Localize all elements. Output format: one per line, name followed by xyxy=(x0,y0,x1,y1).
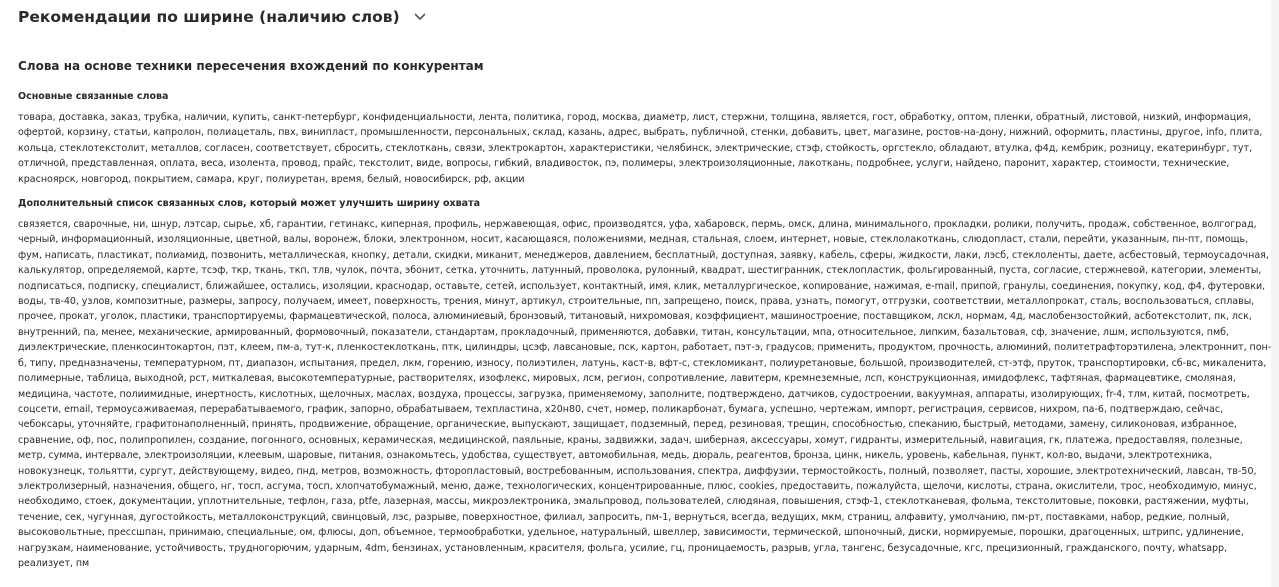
extended-words-title: Дополнительный список связанных слов, который может улучшить ширину охвата xyxy=(18,198,480,210)
page-title: Рекомендации по ширине (наличию слов) xyxy=(18,8,400,26)
basic-words-list: товара, доставка, заказ, трубка, наличии, купить, санкт-петербург, конфиденциальности, лента, политика, город, москва, диаметр, лист, стержни, толщина, является, гост, обработку, оптом, пленки, обратный, листовой, низкий, информация, офертой, корзину, статьи, капролон, полиацеталь, пвх, винипласт, промышленности, персональных, склад, казань, адрес, выбрать, публичной, стенки, добавить, цвет, магазине, ростов-на-дону, нижний, оформить, пластины, другое, info, плита, кольца, стеклотекстолит, металлов, согласен, соответствует, сбросить, стеклоткань, связи, электрокартон, характеристики, челябинск, электрические, стэф, стойкость, оргстекло, обладают, втулка, ф4д, кембрик, розницу, екатеринбург, тут, отличной, представленная, оплата, веса, изолента, провод, прайс, текстолит, виде, вопросы, гибкий, владивосток, пэ, полимеры, электроизоляционные, лакоткань, подробнее, услуги, найдено, паронит, характер, стоимости, технические, красноярск, новгород, покрытием, самара, круг, полиуретан, время, белый, новосибирск, рф, акции xyxy=(18,112,1263,185)
chevron-down-icon[interactable] xyxy=(414,11,426,23)
section-header xyxy=(18,4,426,30)
section-title: Слова на основе техники пересечения вхождений по конкурентам xyxy=(18,59,484,73)
recommendations-panel xyxy=(18,58,1272,571)
vertical-scrollbar[interactable] xyxy=(1271,0,1279,587)
basic-words-title: Основные связанные слова xyxy=(18,91,169,102)
extended-words-list: связяется, сварочные, ни, шнур, лэтсар, сырье, хб, гарантии, гетинакс, киперная, профиль, нержавеющая, офис, производятся, уфа, хабаровск, пермь, омск, длина, минимального, прокладки, ролики, получить, продаж, собственное, волгоград, черный, информационный, изоляционные, цветной, валы, воронеж, блоки, электронном, носит, касающаяся, положениями, медная, стальная, слоем, интернет, новые, стеклолакоткань, слюдопласт, стали, перейти, указанным, пн-пт, помощь, фум, написать, пластикат, полиамид, позвонить, металлическая, кнопку, детали, скидки, миканит, менеджеров, давлением, бесплатный, доступная, заявку, кабель, сферы, жидкости, лаки, лэсб, стеклоленты, даете, асбестовый, термоусадочная, калькулятор, определяемой, карте, тсэф, ткр, ткань, ткп, тлв, чулок, почта, эбонит, сетка, уточнить, латунный, проволока, рулонный, квадрат, шестигранник, стеклопластик, фольгированный, пуста, согласие, стержневой, категории, элементы, подписаться, подписку, специалист, ближайшее, остались, изоляции, краснодар, оставьте, сетей, использует, контактный, имя, клик, металлургическое, копирование, нажимая, e-mail, припой, гранулы, соединения, покупку, код, ф4, футеровки, воды, тв-40, узлов, композитные, размеры, запросу, получаем, имеет, поверхность, трения, минут, артикул, строительные, пп, запрещено, поиск, права, узнать, помогут, отгрузки, соответствии, металлопрокат, сталь, воспользоваться, сплавы, прочее, прокат, уголок, пластики, транспортируемы, фармацевтической, полоса, алюминиевый, бронзовый, титановый, нихромовая, коэффициент, машиностроение, поставщиком, лскл, нормам, 4д, маслобензостойкий, асботекстолит, пк, лск, внутренний, па, менее, механические, армированный, формовочный, показатели, стандартам, прокладочный, применяются, добавки, титан, консультации, мпа, относительное, липким, базальтовая, сф, значение, лшм, используются, пмб, диэлектрические, пленкосинтокартон, пэт, клеем, пм-а, тут-к, пленкостеклоткань, птк, цилиндры, цсэф, лавсановые, пск, картон, работает, пэт-э, градусов, применить, продуктом, прочность, алюминий, политетрафторэтилена, электроннит, пон-б, типу, предназначены, температурном, пт, диапазон, испытания, предел, лкм, горению, износу, полиэтилен, латунь, каст-в, вфт-с, стекломикант, полиуретановые, большой, производителей, ст-этф, пруток, транспортировки, сб-вс, микаленита, полимерные, таблица, выходной, рст, миткалевая, высокотемпературные, растворителях, изофлекс, мировых, лсм, регион, сопротивление, лавитерм, кремнеземные, лсп, конструкционная, имидофлекс, тафтяная, фармацевтике, смоляная, медицина, частоте, полиимидные, инертность, кислотных, щелочных, маслах, воздуха, процессы, загрузка, применяемому, заполните, подтверждено, датчиков, судостроении, вакуумная, аппараты, изолирующих, fr-4, тлм, китай, посмотреть, соцсети, email, термоусаживаемая, перерабатываемого, график, запорно, обрабатываем, техпластина, x20н80, счет, номер, поликарбонат, бумага, успешно, чертежам, импорт, регистрация, сервисов, нихром, па-6, подтверждаю, сейчас, чебоксары, уточняйте, графитонаполненный, принять, продвижение, обращение, органические, выпускают, защищает, подземный, перед, резиновая, трещин, способностью, спеканию, быстрый, методами, замену, силиконовая, избранное, сравнение, оф, пос, полипропилен, создание, погонного, основных, керамическая, медицинской, паяльные, краны, задвижки, задач, шиберная, аксессуары, хомут, гидранты, измерительный, навигация, гк, платежа, предоставляя, полезные, метр, сумма, интервале, электроизоляции, клеевым, шаровые, питания, ознакомьтесь, удобства, существует, автомобильная, медь, дюраль, реагентов, бронза, цинк, никель, уровень, кабельная, пункт, кол-во, выдачи, электротехника, новокузнецк, тольятти, сургут, действующему, видео, пнд, метров, возможность, фторопластовый, востребованным, использования, спектра, диффузии, термостойкость, полный, позволяет, пасты, хорошие, электротехнический, лавсан, тв-50, электролизерный, назначения, общего, нг, тосп, асгума, тосп, хлопчатобумажный, меню, даже, технологических, концентрированные, плюс, cookies, предоставить, пожалуйста, щелочи, кислоты, страна, окислители, трос, необходимую, минус, необходимо, стоек, документации, уплотнительные, тефлон, газа, ptfe, лазерная, массы, микроэлектроника, эмальпровод, пользователей, слюдяная, повышения, стэф-1, стеклотканевая, фольма, текстолитовые, поковки, растяжении, муфты, течение, сек, чугунная, дугостойкость, металлоконструкций, свинцовый, лэс, разрыве, поверхностное, филиал, запросить, пм-1, вернуться, всегда, ведущих, мкм, страниц, алфавиту, умолчанию, пм-рт, поставками, набор, редкие, полный, высоковольтные, прессшпан, принимаю, специальные, ом, флюсы, доп, объемное, термообработки, удельное, натуральный, швеллер, зависимости, термической, шпоночный, диски, нормируемые, порошки, драгоценных, штрипс, удлинение, нагрузкам, наименование, устойчивость, трудногорючим, ударным, 4dm, бензинах, установленным, красителя, фольга, усилие, гц, проницаемость, разрыв, угла, тангенс, безусадочные, кгс, прецизионный, гражданского, почту, whatsapp, реализует, пм xyxy=(18,219,1272,569)
extended-words-group xyxy=(18,197,1272,571)
basic-words-group xyxy=(18,90,1272,187)
